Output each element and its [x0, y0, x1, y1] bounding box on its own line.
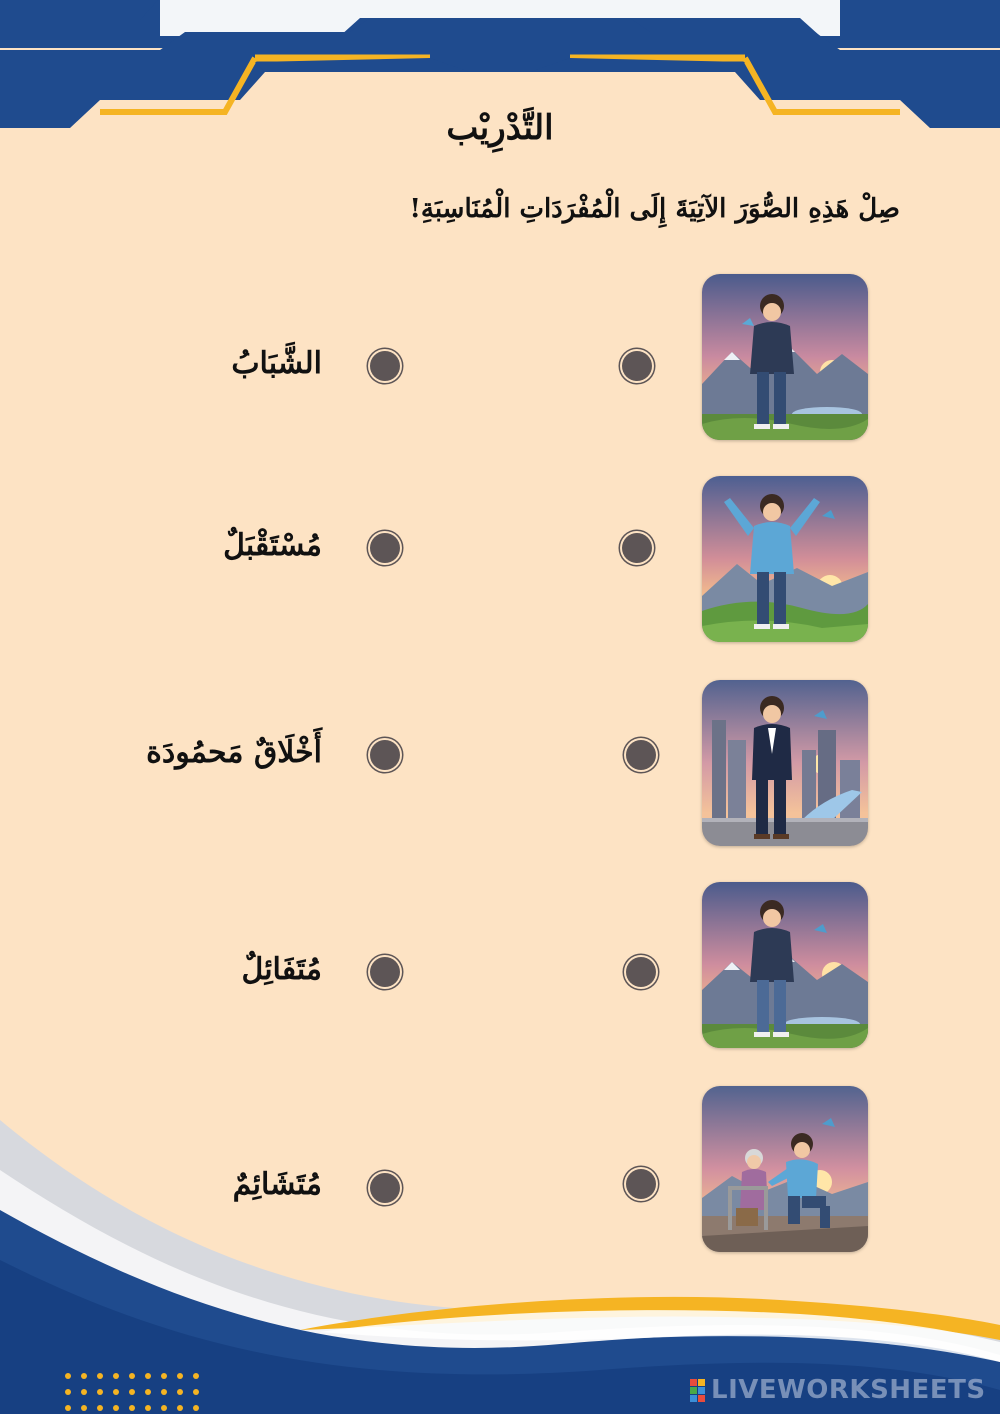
picture-connector-dot-2[interactable] [622, 533, 652, 563]
word-connector-dot-1[interactable] [370, 351, 400, 381]
word-connector-dot-5[interactable] [370, 1173, 400, 1203]
word-label-4: مُتَفَائِلٌ [241, 952, 322, 987]
liveworksheets-grid-icon [690, 1379, 705, 1402]
young-man-standing-mountain-lake-image[interactable] [702, 882, 868, 1048]
picture-connector-dot-4[interactable] [626, 957, 656, 987]
young-man-helping-elderly-woman-image[interactable] [702, 1086, 868, 1252]
page-title: التَّدْرِيْب [446, 108, 554, 148]
liveworksheets-logo [690, 1376, 986, 1404]
cheerful-young-man-raised-arms-image[interactable] [702, 476, 868, 642]
picture-connector-dot-3[interactable] [626, 740, 656, 770]
word-label-2: مُسْتَقْبَلٌ [223, 528, 322, 563]
young-man-in-suit-city-skyline-image[interactable] [702, 680, 868, 846]
word-connector-dot-3[interactable] [370, 740, 400, 770]
word-label-3: أَخْلَاقٌ مَحمُودَة [146, 735, 322, 770]
picture-connector-dot-1[interactable] [622, 351, 652, 381]
liveworksheets-text: LIVEWORKSHEETS [711, 1375, 986, 1405]
instruction-text: صِلْ هَذِهِ الصُّوَرَ الآتِيَةَ إِلَى الْمُفْرَدَاتِ الْمُنَاسِبَةِ! [409, 194, 900, 224]
word-connector-dot-4[interactable] [370, 957, 400, 987]
sad-young-man-mountain-sunset-image[interactable] [702, 274, 868, 440]
picture-connector-dot-5[interactable] [626, 1169, 656, 1199]
word-label-5: مُتَشَائِمٌ [232, 1167, 322, 1202]
word-label-1: الشَّبَابُ [231, 346, 322, 381]
word-connector-dot-2[interactable] [370, 533, 400, 563]
